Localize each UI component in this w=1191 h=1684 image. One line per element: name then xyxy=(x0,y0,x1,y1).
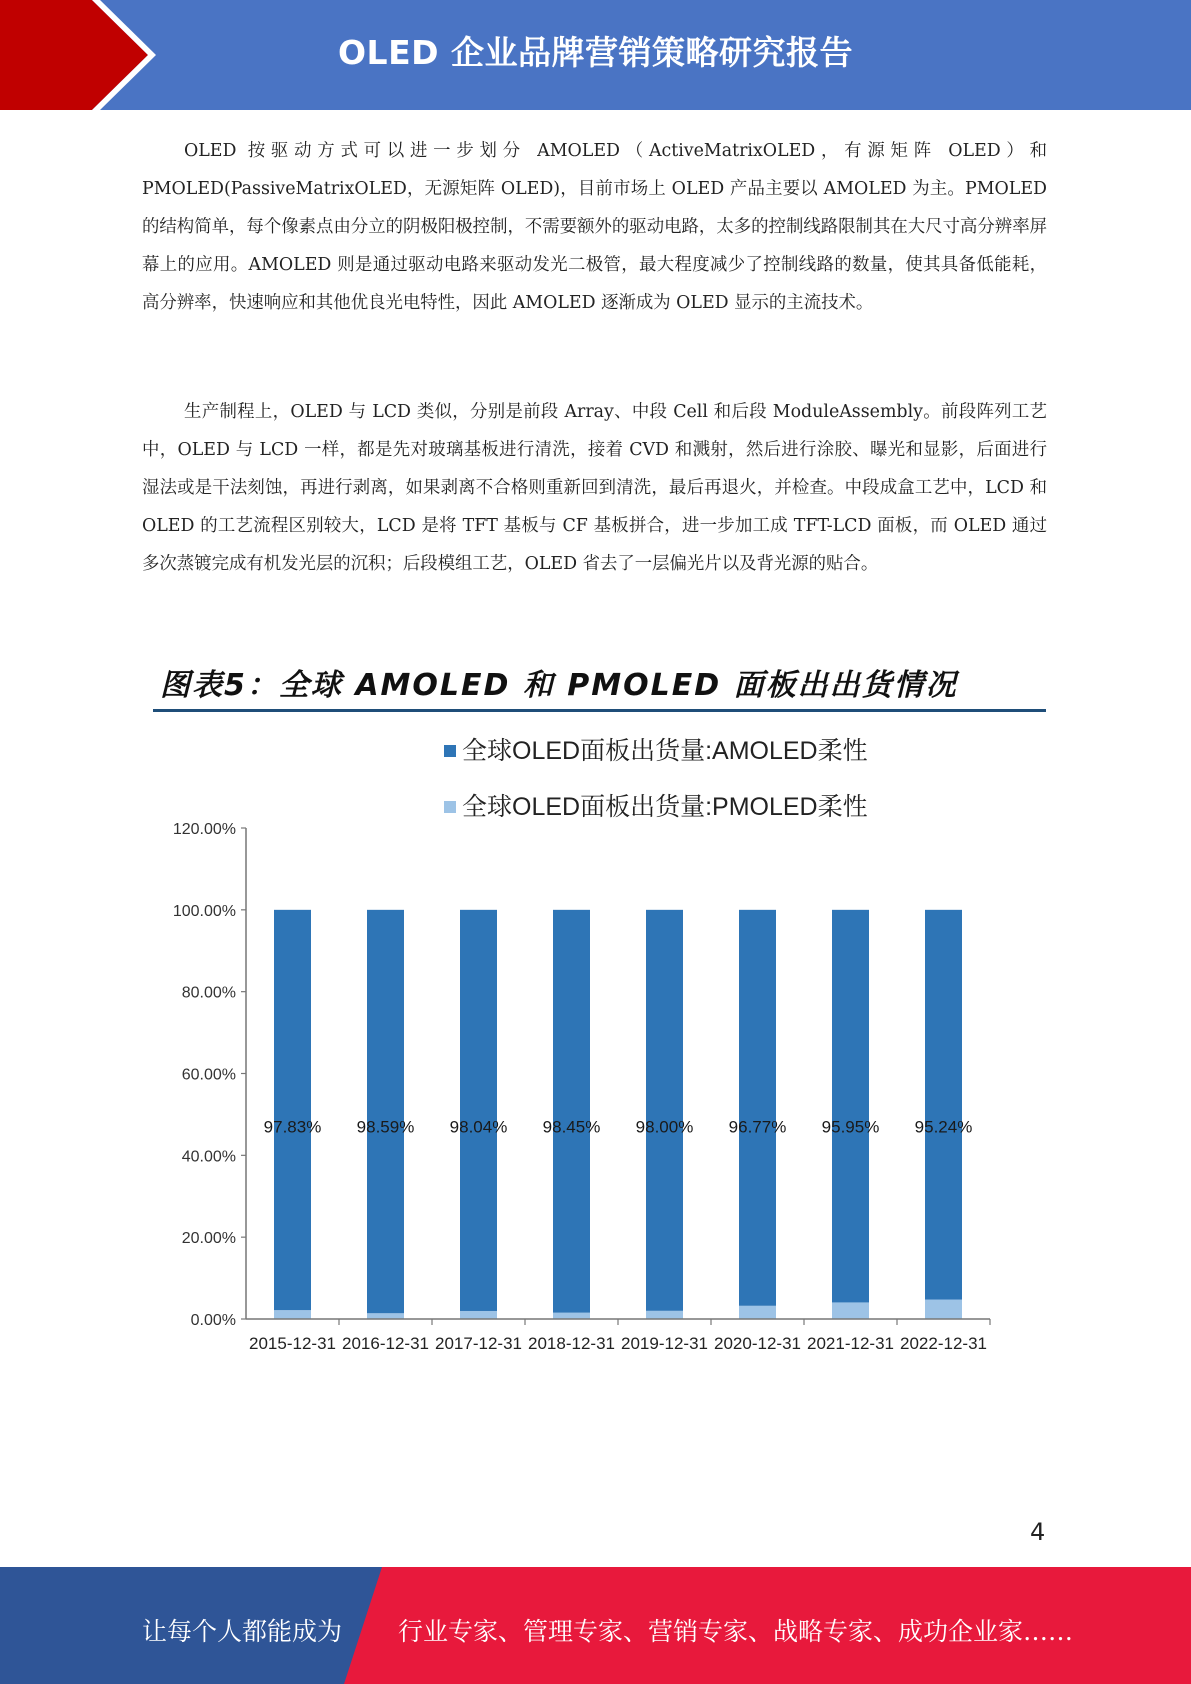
bar-amoled-2020-12-31 xyxy=(739,910,776,1306)
footer-slogan-left: 让每个人都能成为 xyxy=(142,1617,343,1646)
report-title: OLED 企业品牌营销策略研究报告 xyxy=(337,33,853,72)
page-number: 4 xyxy=(1030,1518,1046,1546)
bar-data-label: 98.00% xyxy=(635,1117,694,1137)
bar-pmoled-2018-12-31 xyxy=(553,1313,590,1319)
bar-group xyxy=(264,910,973,1319)
bar-pmoled-2015-12-31 xyxy=(274,1310,311,1319)
bar-amoled-2022-12-31 xyxy=(925,910,962,1300)
stacked-bar-chart xyxy=(140,720,1050,1360)
bar-pmoled-2020-12-31 xyxy=(739,1306,776,1319)
bar-data-label: 98.45% xyxy=(542,1117,601,1137)
bar-pmoled-2022-12-31 xyxy=(925,1300,962,1319)
body-paragraph-1: OLED 按驱动方式可以进一步划分 AMOLED（ActiveMatrixOLED，有源矩阵 OLED）和 PMOLED(PassiveMatrixOLED，无源矩阵 OLED)，目前市场上 OLED 产品主要以 AMOLED 为主。PMOLED 的结构简单，每个像素点由分立的阴极阳极控制，不需要额外的驱动电路，太多的控制线路限制其在大尺寸高分辨率屏幕上的应用。AMOLED 则是通过驱动电路来驱动发光二极管，最大程度减少了控制线路的数量，使其具备低能耗，高分辨率，快速响应和其他优良光电特性，因此 AMOLED 逐渐成为 OLED 显示的主流技术。 xyxy=(142,141,1047,313)
bar-pmoled-2021-12-31 xyxy=(832,1302,869,1319)
legend-label-pmoled: 全球OLED面板出货量:PMOLED柔性 xyxy=(462,793,868,821)
x-tick-label: 2015-12-31 xyxy=(249,1334,336,1353)
bar-amoled-2018-12-31 xyxy=(553,910,590,1313)
y-tick-label: 80.00% xyxy=(181,984,236,1002)
x-tick-label: 2022-12-31 xyxy=(900,1334,987,1353)
x-tick-label: 2019-12-31 xyxy=(621,1334,708,1353)
x-tick-label: 2016-12-31 xyxy=(342,1334,429,1353)
bar-data-label: 97.83% xyxy=(263,1117,322,1137)
x-tick-label: 2018-12-31 xyxy=(528,1334,615,1353)
legend-swatch-pmoled xyxy=(444,801,456,813)
bar-amoled-2019-12-31 xyxy=(646,910,683,1311)
bar-data-label: 98.59% xyxy=(356,1117,415,1137)
y-tick-label: 100.00% xyxy=(172,902,236,920)
chart-legend xyxy=(444,737,868,821)
x-tick-label: 2017-12-31 xyxy=(435,1334,522,1353)
bar-data-label: 96.77% xyxy=(728,1117,787,1137)
bar-amoled-2015-12-31 xyxy=(274,910,311,1310)
figure-title-rule xyxy=(153,709,1046,712)
y-tick-label: 40.00% xyxy=(181,1148,236,1166)
bar-data-label: 95.95% xyxy=(821,1117,880,1137)
legend-swatch-amoled xyxy=(444,745,456,757)
footer-slogan-right: 行业专家、管理专家、营销专家、战略专家、成功企业家…… xyxy=(398,1617,1074,1646)
x-axis xyxy=(246,1319,990,1353)
bar-pmoled-2017-12-31 xyxy=(460,1311,497,1319)
bar-data-label: 95.24% xyxy=(914,1117,973,1137)
y-tick-label: 20.00% xyxy=(181,1230,236,1248)
legend-label-amoled: 全球OLED面板出货量:AMOLED柔性 xyxy=(462,737,868,765)
bar-pmoled-2019-12-31 xyxy=(646,1311,683,1319)
x-tick-label: 2020-12-31 xyxy=(714,1334,801,1353)
bar-amoled-2016-12-31 xyxy=(367,910,404,1313)
bar-pmoled-2016-12-31 xyxy=(367,1313,404,1319)
figure-title: 图表5：全球 AMOLED 和 PMOLED 面板出出货情况 xyxy=(160,668,958,703)
x-tick-label: 2021-12-31 xyxy=(807,1334,894,1353)
y-tick-label: 120.00% xyxy=(172,821,236,838)
body-paragraph-2: 生产制程上，OLED 与 LCD 类似，分别是前段 Array、中段 Cell 和后段 ModuleAssembly。前段阵列工艺中，OLED 与 LCD 一样，都是先对玻璃基板进行清洗，接着 CVD 和溅射，然后进行涂胶、曝光和显影，后面进行湿法或是干法刻蚀，再进行剥离，如果剥离不合格则重新回到清洗，最后再退火，并检查。中段成盒工艺中，LCD 和 OLED 的工艺流程区别较大，LCD 是将 TFT 基板与 CF 基板拼合，进一步加工成 TFT-LCD 面板，而 OLED 通过多次蒸镀完成有机发光层的沉积；后段模组工艺，OLED 省去了一层偏光片以及背光源的贴合。 xyxy=(142,402,1047,574)
y-axis xyxy=(173,821,246,1329)
bar-amoled-2017-12-31 xyxy=(460,910,497,1311)
bar-amoled-2021-12-31 xyxy=(832,910,869,1303)
y-tick-label: 0.00% xyxy=(190,1312,236,1329)
bar-data-label: 98.04% xyxy=(449,1117,508,1137)
y-tick-label: 60.00% xyxy=(181,1066,236,1084)
